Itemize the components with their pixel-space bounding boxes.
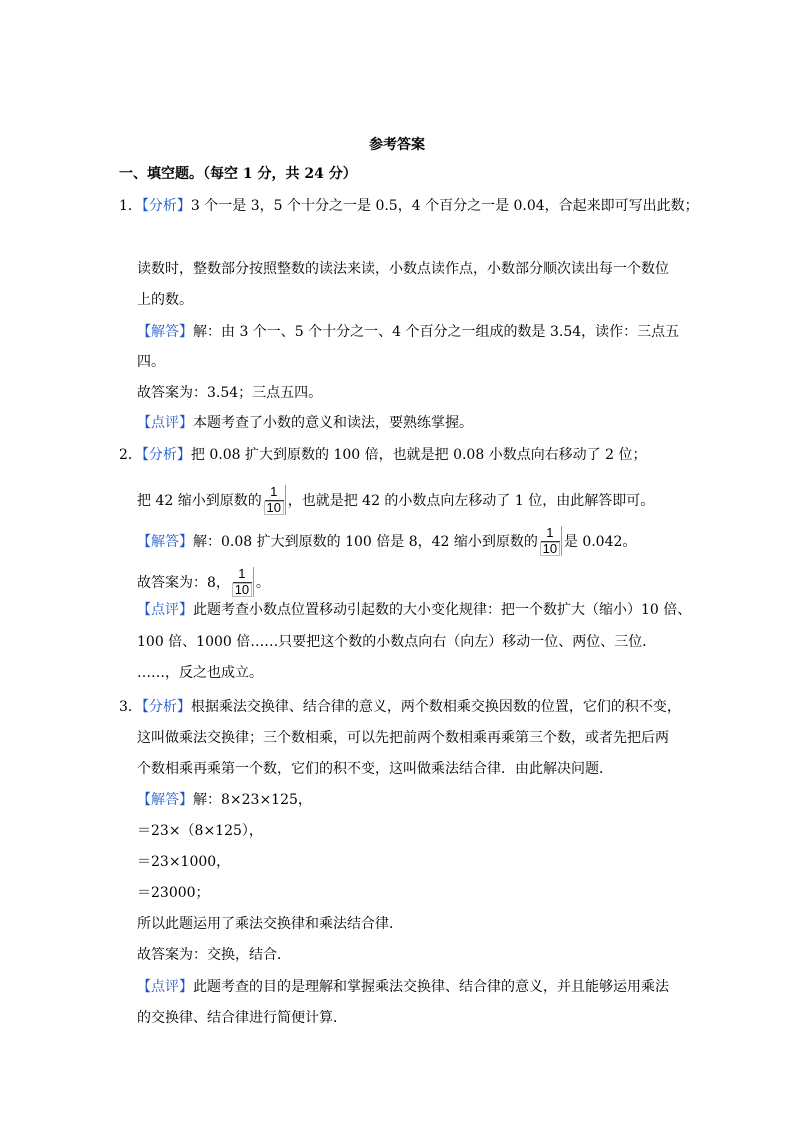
fraction-denominator: 10 — [234, 582, 250, 597]
q1-answer-line — [137, 322, 679, 342]
fraction-denominator: 10 — [266, 500, 281, 515]
q2-answer-b: 是 0.042。 — [563, 534, 637, 550]
q1-final-answer: 故答案为：3.54；三点五四。 — [137, 385, 323, 401]
q2-analysis2-a: 把 42 缩小到原数的 — [137, 493, 262, 509]
q3-final-answer: 故答案为：交换，结合． — [137, 947, 291, 963]
fraction-one-tenth — [264, 485, 286, 517]
fraction-numerator: 1 — [270, 484, 278, 499]
q2-number: 2． — [119, 447, 142, 463]
fraction-numerator: 1 — [546, 525, 554, 540]
q1-analysis-text: 3 个一是 3，5 个十分之一是 0.5，4 个百分之一是 0.04，合起来即可写出此数； — [190, 198, 699, 214]
answer-tag: 【解答】 — [137, 324, 193, 340]
analysis-tag: 【分析】 — [141, 447, 191, 463]
q1-answer-line-2: 四。 — [137, 354, 165, 370]
q2-final-answer — [137, 566, 270, 600]
q2-answer-line — [137, 525, 636, 559]
section-heading: 一、填空题。（每空 1 分，共 24 分） — [119, 166, 357, 182]
q1-analysis-line-2: 读数时，整数部分按照整数的读法来读，小数点读作点，小数部分顺次读出每一个数位 — [137, 261, 669, 277]
fraction-denominator: 10 — [542, 541, 558, 556]
q3-comment-text: 此题考查的目的是理解和掌握乘法交换律、结合律的意义，并且能够运用乘法 — [193, 979, 669, 995]
comment-tag: 【点评】 — [137, 415, 193, 431]
q2-final-a: 故答案为：8， — [137, 575, 230, 591]
comment-tag: 【点评】 — [137, 602, 193, 618]
q2-analysis-line-2 — [137, 484, 654, 518]
q3-comment-line-2: 的交换律、结合律进行简便计算． — [137, 1010, 347, 1026]
fraction-numerator: 1 — [238, 566, 246, 581]
q3-analysis-line — [119, 697, 681, 717]
analysis-tag: 【分析】 — [141, 198, 191, 214]
q2-analysis2-b: ，也就是把 42 的小数点向左移动了 1 位，由此解答即可。 — [287, 493, 655, 509]
q1-answer-text: 解：由 3 个一、5 个十分之一、4 个百分之一组成的数是 3.54，读作：三点五 — [193, 324, 680, 340]
q3-step-1: ＝23×（8×125）， — [137, 823, 263, 839]
q2-comment-line-3: ……，反之也成立。 — [137, 665, 263, 681]
q1-comment-text: 本题考查了小数的意义和读法，要熟练掌握。 — [193, 415, 473, 431]
q3-number: 3． — [119, 699, 142, 715]
q2-answer-a: 解：0.08 扩大到原数的 100 倍是 8，42 缩小到原数的 — [193, 534, 538, 550]
comment-tag: 【点评】 — [137, 979, 193, 995]
answer-tag: 【解答】 — [137, 792, 193, 808]
q3-analysis-line-2: 这叫做乘法交换律；三个数相乘，可以先把前两个数相乘再乘第三个数，或者先把后两 — [137, 730, 669, 746]
q3-step-2: ＝23×1000， — [137, 854, 231, 870]
q3-answer-line — [137, 790, 312, 810]
q2-final-b: 。 — [255, 575, 270, 591]
q3-answer-text: 解：8×23×125， — [193, 792, 312, 808]
q2-analysis-text: 把 0.08 扩大到原数的 100 倍，也就是把 0.08 小数点向右移动了 2 位； — [190, 447, 647, 463]
fraction-one-tenth — [540, 526, 562, 558]
q2-comment-line-2: 100 倍、1000 倍……只要把这个数的小数点向右（向左）移动一位、两位、三位． — [137, 634, 657, 650]
fraction-one-tenth — [232, 567, 254, 599]
q3-analysis-text: 根据乘法交换律、结合律的意义，两个数相乘交换因数的位置，它们的积不变， — [190, 699, 681, 715]
q1-analysis-line — [119, 196, 699, 216]
q1-comment-line — [137, 413, 473, 433]
q1-analysis-line-3: 上的数。 — [137, 292, 193, 308]
q1-number: 1． — [119, 198, 142, 214]
q2-analysis-line — [119, 445, 647, 465]
q3-conclusion: 所以此题运用了乘法交换律和乘法结合律． — [137, 916, 403, 932]
answer-tag: 【解答】 — [137, 534, 193, 550]
q3-comment-line — [137, 977, 669, 997]
q3-step-3: ＝23000； — [137, 885, 210, 901]
q2-comment-text: 此题考查小数点位置移动引起数的大小变化规律：把一个数扩大（缩小）10 倍、 — [193, 602, 692, 618]
page-title: 参考答案 — [369, 137, 425, 153]
analysis-tag: 【分析】 — [141, 699, 191, 715]
q2-comment-line — [137, 600, 691, 620]
q3-analysis-line-3: 个数相乘再乘第一个数，它们的积不变，这叫做乘法结合律．由此解决问题． — [137, 761, 613, 777]
